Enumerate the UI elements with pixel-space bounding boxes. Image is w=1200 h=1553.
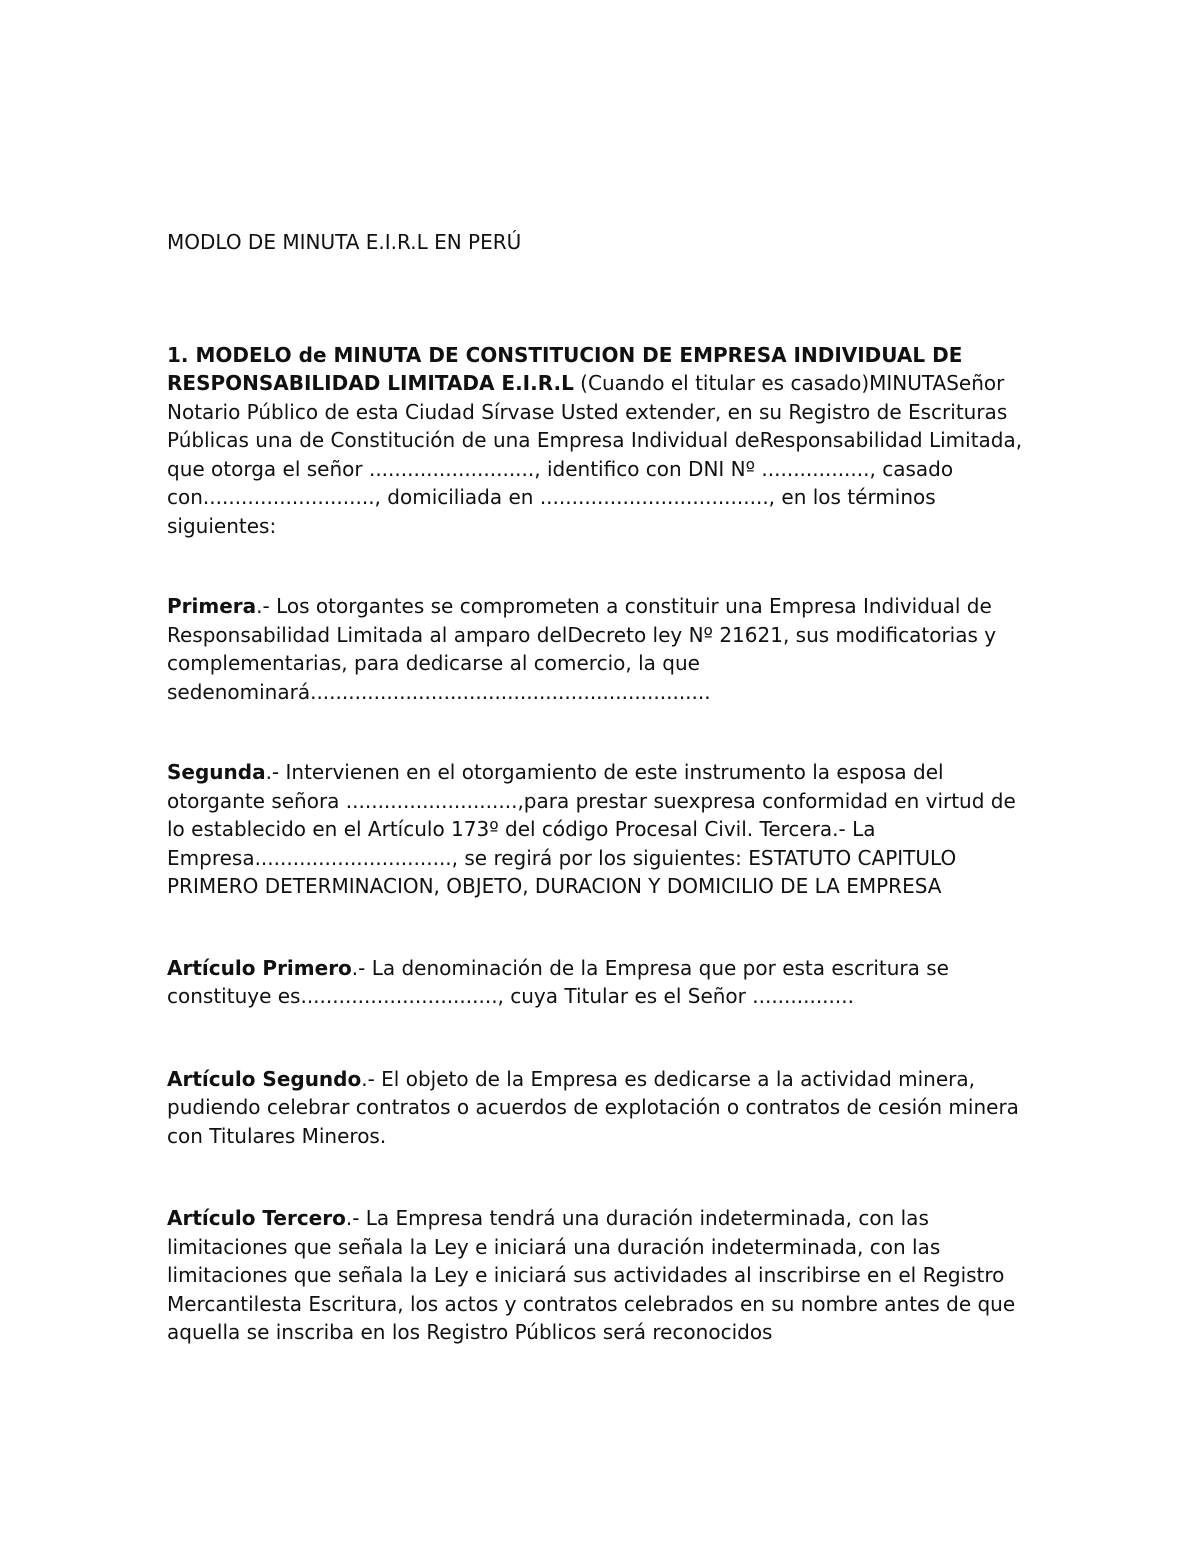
clause-segunda-label: Segunda	[167, 760, 266, 784]
clause-primera	[167, 592, 1037, 706]
section-1-heading: 1. MODELO de MINUTA DE CONSTITUCION DE EMPRESA INDIVIDUAL DE RESPONSABILIDAD LIMITADA E.I.R.L	[167, 342, 963, 395]
section-1-body: (Cuando el titular es casado)MINUTASeñor Notario Público de esta Ciudad Sírvase Usted extender, en su Registro de Escrituras Públicas una de Constitución de una Empresa Individual deResponsabilidad Limitada, que otorga el señor .........................., identifico con DNI Nº ................., casado con..........................., domiciliada en ...................................., en los términos siguientes:	[167, 371, 1023, 538]
articulo-primero-label: Artículo Primero	[167, 955, 352, 980]
clause-primera-body: .- Los otorgantes se comprometen a constituir una Empresa Individual de Responsabilidad Limitada al amparo delDecreto ley Nº 21621, sus modificatorias y complementarias, para dedicarse al comercio, la que sedenominará...............................................................	[167, 594, 997, 704]
articulo-segundo	[167, 1065, 1037, 1151]
clause-primera-label: Primera	[167, 594, 257, 618]
document-title: MODLO DE MINUTA E.I.R.L EN PERÚ	[167, 230, 522, 254]
articulo-segundo-label: Artículo Segundo	[167, 1066, 362, 1091]
document-body	[167, 228, 1037, 1347]
articulo-primero-body: .- La denominación de la Empresa que por esta escritura se constituye es..............................., cuya Titular es el Señor ................	[167, 955, 949, 1008]
clause-segunda-body: .- Intervienen en el otorgamiento de este instrumento la esposa del otorgante señora ...........................,para prestar suexpresa conformidad en virtud de lo establecido en el Artículo 173º del código Procesal Civil. Tercera.- La Empresa..............................., se regirá por los siguientes: ESTATUTO CAPITULO PRIMERO DETERMINACION, OBJETO, DURACION Y DOMICILIO DE LA EMPRESA	[167, 760, 1016, 898]
articulo-primero	[167, 954, 1037, 1011]
articulo-tercero-label: Artículo Tercero	[167, 1206, 346, 1230]
section-1-paragraph	[167, 341, 1037, 541]
articulo-segundo-body: .- El objeto de la Empresa es dedicarse a la actividad minera, pudiendo celebrar contratos o acuerdos de explotación o contratos de cesión minera con Titulares Mineros.	[167, 1066, 1019, 1148]
articulo-tercero	[167, 1204, 1037, 1347]
articulo-tercero-body: .- La Empresa tendrá una duración indeterminada, con las limitaciones que señala la Ley e iniciará una duración indeterminada, con las limitaciones que señala la Ley e iniciará sus actividades al inscribirse en el Registro Mercantilesta Escritura, los actos y contratos celebrados en su nombre antes de que aquella se inscriba en los Registro Públicos será reconocidos	[167, 1206, 1016, 1344]
clause-segunda	[167, 758, 1037, 901]
